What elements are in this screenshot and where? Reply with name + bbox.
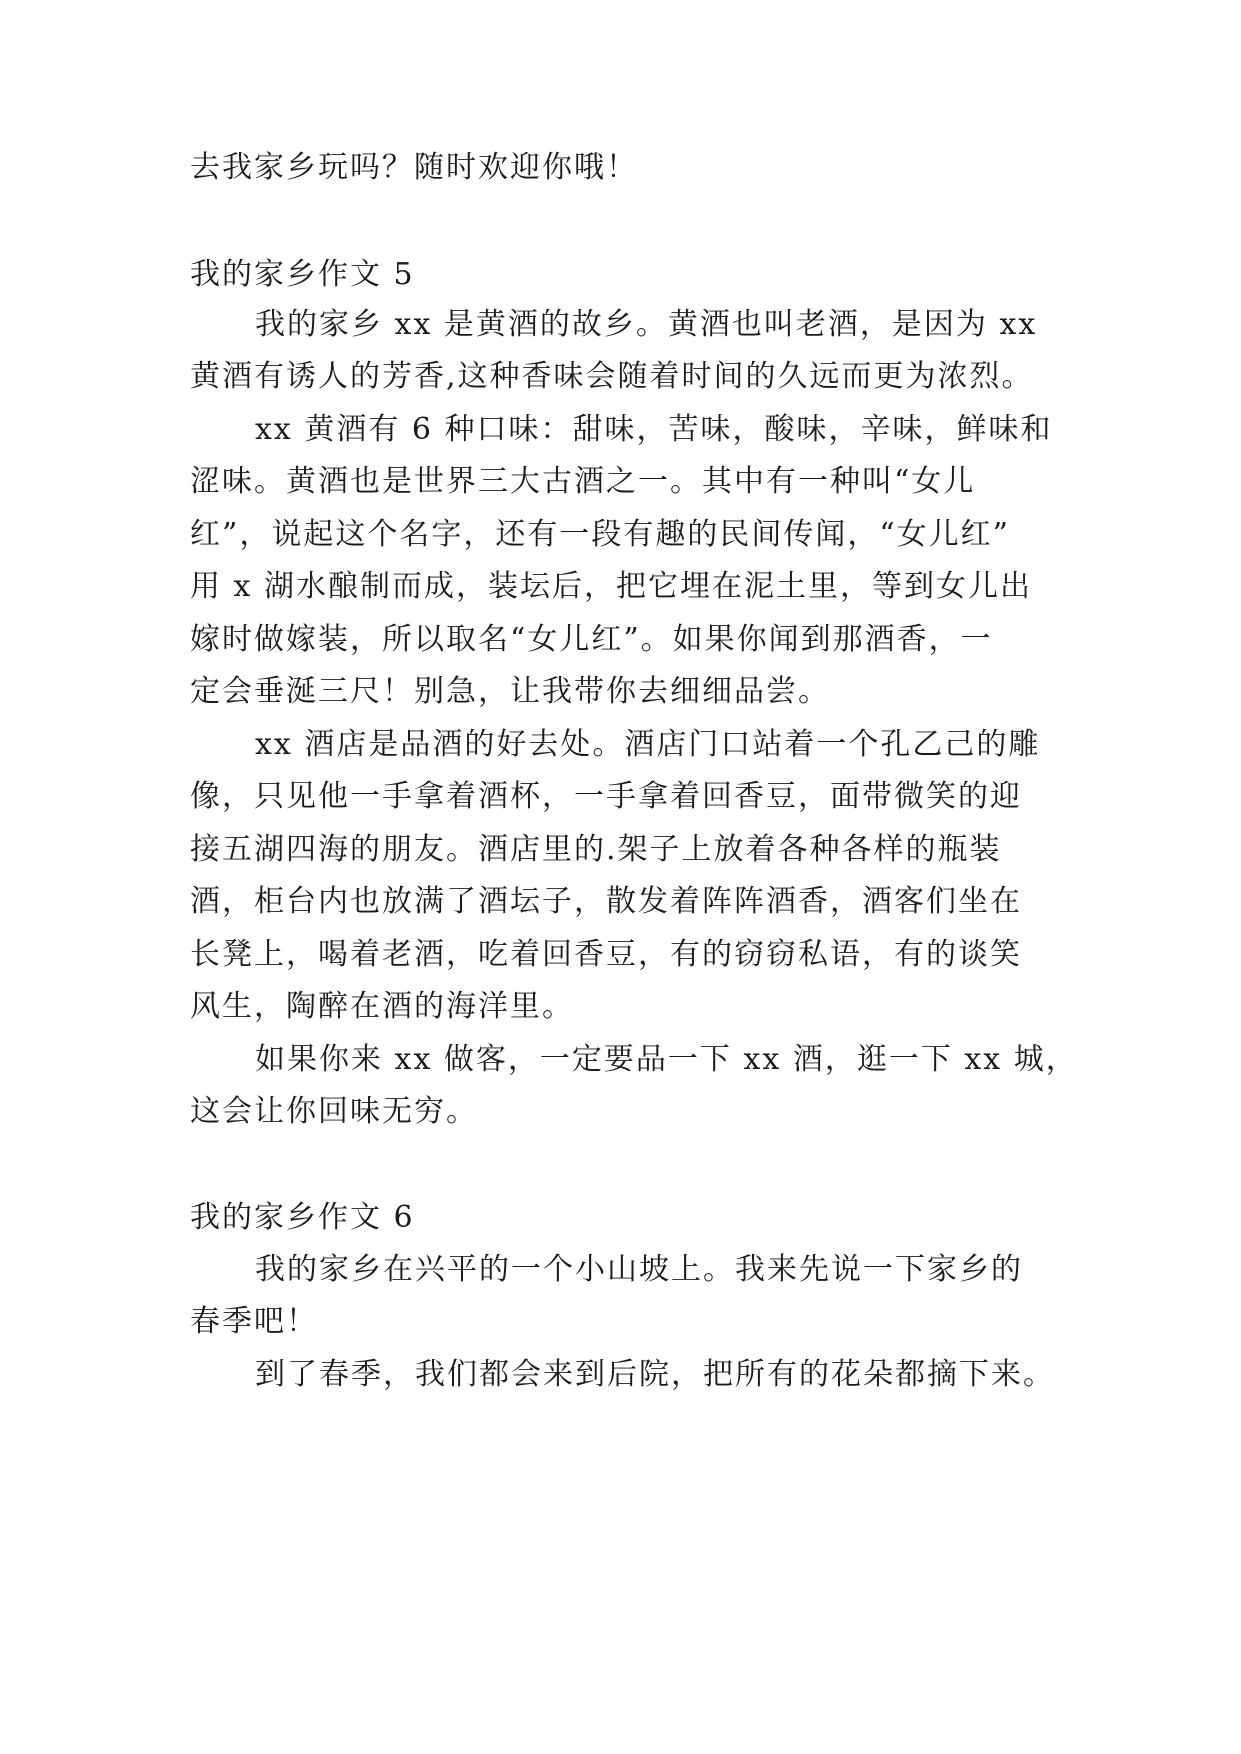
paragraph-line: 红”，说起这个名字，还有一段有趣的民间传闻，“女儿红” bbox=[190, 517, 1011, 552]
paragraph-line: 这会让你回味无穷。 bbox=[190, 1094, 478, 1129]
paragraph-line: 酒，柜台内也放满了酒坛子，散发着阵阵酒香，酒客们坐在 bbox=[190, 884, 1022, 919]
paragraph-line: xx 酒店是品酒的好去处。酒店门口站着一个孔乙己的雕 bbox=[255, 727, 1041, 762]
paragraph-line: 我的家乡在兴平的一个小山坡上。我来先说一下家乡的 bbox=[255, 1252, 1023, 1287]
paragraph-line: 定会垂涎三尺！别急，让我带你去细细品尝。 bbox=[190, 674, 830, 709]
paragraph-line: 像，只见他一手拿着酒杯，一手拿着回香豆，面带微笑的迎 bbox=[190, 779, 1022, 814]
paragraph-line: 春季吧！ bbox=[190, 1304, 318, 1339]
paragraph-line: 涩味。黄酒也是世界三大古酒之一。其中有一种叫“女儿 bbox=[190, 464, 976, 499]
paragraph-line: 风生，陶醉在酒的海洋里。 bbox=[190, 989, 574, 1024]
paragraph-line: 接五湖四海的朋友。酒店里的.架子上放着各种各样的瓶装 bbox=[190, 832, 1002, 867]
paragraph-line: xx 黄酒有 6 种口味：甜味，苦味，酸味，辛味，鲜味和 bbox=[255, 412, 1053, 447]
paragraph-line: 我的家乡 xx 是黄酒的故乡。黄酒也叫老酒，是因为 xx bbox=[255, 307, 1038, 342]
closing-line: 去我家乡玩吗？随时欢迎你哦！ bbox=[190, 150, 638, 185]
paragraph-line: 用 x 湖水酿制而成，装坛后，把它埋在泥土里，等到女儿出 bbox=[190, 569, 1032, 604]
paragraph-line: 长凳上，喝着老酒，吃着回香豆，有的窃窃私语，有的谈笑 bbox=[190, 937, 1022, 972]
paragraph-line: 到了春季，我们都会来到后院，把所有的花朵都摘下来。 bbox=[255, 1357, 1055, 1392]
essay-heading-6: 我的家乡作文 6 bbox=[190, 1200, 415, 1235]
paragraph-line: 黄酒有诱人的芳香,这种香味会随着时间的久远而更为浓烈。 bbox=[190, 359, 1034, 394]
paragraph-line: 如果你来 xx 做客，一定要品一下 xx 酒，逛一下 xx 城， bbox=[255, 1042, 1078, 1077]
paragraph-line: 嫁时做嫁装，所以取名“女儿红”。如果你闻到那酒香，一 bbox=[190, 622, 993, 657]
essay-heading-5: 我的家乡作文 5 bbox=[190, 257, 415, 292]
